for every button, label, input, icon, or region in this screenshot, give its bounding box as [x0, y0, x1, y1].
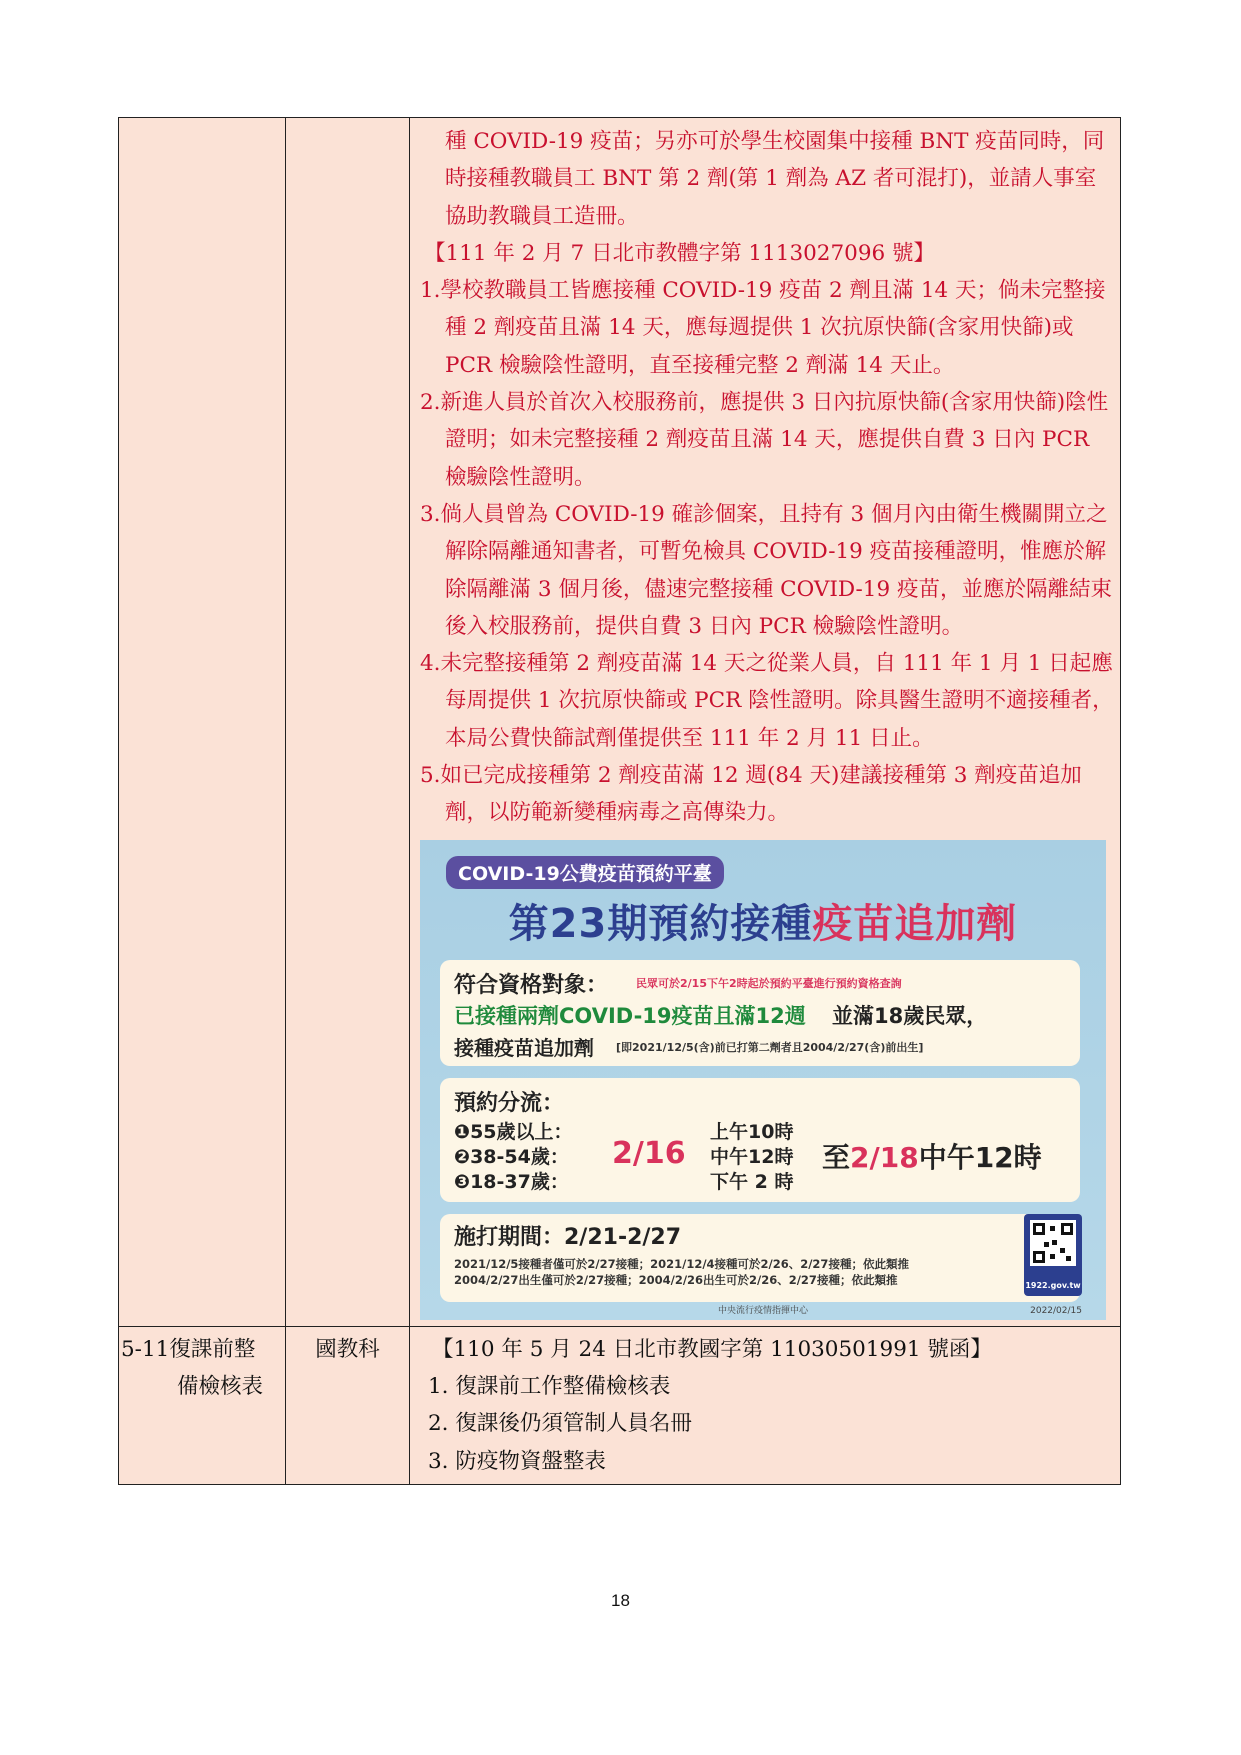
age-group: ❷38-54歲：: [454, 1145, 569, 1168]
item-cell-empty: [119, 118, 286, 1327]
poster-title-b: 疫苗追加劑: [812, 900, 1018, 947]
reference-text: 【111 年 2 月 7 日北市教體字第 1113027096 號】: [424, 240, 936, 266]
list-item: 1.學校教職員工皆應接種 COVID-19 疫苗 2 劑且滿 14 天；倘未完整接種 2 劑疫苗且滿 14 天，應每週提供 1 次抗原快篩(含家用快篩)或 PCR 檢驗陰性證明，直至接種完整 2 劑滿 14 天止。: [420, 278, 1106, 378]
start-time: 上午10時: [710, 1120, 794, 1143]
item-code: 5-11: [121, 1336, 170, 1362]
list-item: 2.新進人員於首次入校服務前，應提供 3 日內抗原快篩(含家用快篩)陰性證明；如未完整接種 2 劑疫苗且滿 14 天，應提供自費 3 日內 PCR 檢驗陰性證明。: [420, 390, 1109, 490]
reference-text: 【110 年 5 月 24 日北市教國字第 11030501991 號函】: [432, 1336, 992, 1362]
eligibility-line3-small: [即2021/12/5(含)前已打第二劑者且2004/2/27(含)前出生]: [616, 1040, 924, 1054]
list-item: 3. 防疫物資盤整表: [428, 1448, 606, 1474]
end-datetime: [822, 1136, 1042, 1176]
table-row: [119, 118, 1121, 1327]
start-date: 2/16: [612, 1135, 686, 1171]
booking-head: 預約分流：: [454, 1090, 565, 1116]
period-note: 2004/2/27出生僅可於2/27接種；2004/2/26出生可於2/26、2/27接種；依此類推: [454, 1272, 898, 1287]
qr-pattern: [1030, 1220, 1076, 1266]
item-cell: [119, 1326, 286, 1484]
start-time: 中午12時: [710, 1145, 794, 1168]
qr-url: 1922.gov.tw: [1025, 1280, 1081, 1290]
eligibility-box: [440, 960, 1080, 1066]
start-time: 下午 2 時: [710, 1170, 794, 1193]
age-group: ❶55歲以上：: [454, 1120, 573, 1143]
content-cell: [410, 1326, 1121, 1484]
poster-footer: 中央流行疫情指揮中心: [717, 1305, 808, 1316]
list-item: 3.倘人員曾為 COVID-19 確診個案，且持有 3 個月內由衛生機關開立之解除隔離通知書者，可暫免檢具 COVID-19 疫苗接種證明，惟應於解除隔離滿 3 個月後，儘速完整接種 COVID-19 疫苗，並應於隔離結束後入校服務前，提供自費 3 日內 PCR 檢驗陰性證明。: [420, 501, 1112, 639]
eligibility-note: 民眾可於2/15下午2時起於預約平臺進行預約資格查詢: [636, 976, 902, 990]
continuation-text: 種 COVID-19 疫苗；另亦可於學生校園集中接種 BNT 疫苗同時，同時接種教職員工 BNT 第 2 劑(第 1 劑為 AZ 者可混打)，並請人事室協助教職員工造冊。: [445, 129, 1105, 229]
vaccine-booster-poster: [420, 840, 1106, 1320]
age-groups: [454, 1120, 573, 1195]
poster-title-a: 第23期預約接種: [508, 900, 813, 947]
poster-title: [420, 892, 1106, 949]
content-cell: [410, 118, 1121, 1327]
period-note: 2021/12/5接種者僅可於2/27接種；2021/12/4接種可於2/26、2/27接種；依此類推: [454, 1256, 909, 1271]
period-head: 施打期間：2/21-2/27: [454, 1224, 682, 1250]
end-time: 中午12時: [918, 1140, 1042, 1174]
end-date: 2/18: [850, 1140, 919, 1174]
checklist-table: [118, 117, 1121, 1485]
dept-cell: 國教科: [286, 1326, 410, 1484]
eligibility-head: 符合資格對象：: [454, 972, 609, 998]
end-prefix: 至: [822, 1140, 851, 1174]
poster-tag: COVID-19公費疫苗預約平臺: [446, 856, 724, 889]
list-item: 5.如已完成接種第 2 劑疫苗滿 12 週(84 天)建議接種第 3 劑疫苗追加劑，以防範新變種病毒之高傳染力。: [420, 763, 1082, 826]
booking-box: [440, 1078, 1080, 1202]
list-item: 1. 復課前工作整備檢核表: [428, 1373, 671, 1399]
start-times: [710, 1120, 793, 1195]
period-box: [440, 1214, 1080, 1302]
list-item: 2. 復課後仍須管制人員名冊: [428, 1411, 692, 1437]
poster-date: 2022/02/15: [1030, 1305, 1082, 1316]
qr-code-icon: [1024, 1214, 1082, 1296]
item-title-line1: [119, 1331, 285, 1368]
list-item: 4.未完整接種第 2 劑疫苗滿 14 天之從業人員，自 111 年 1 月 1 日起應每周提供 1 次抗原快篩或 PCR 陰性證明。除具醫生證明不適接種者，本局公費快篩試劑僅提供至 111 年 2 月 11 日止。: [420, 651, 1114, 751]
age-group: ❸18-37歲：: [454, 1170, 569, 1193]
eligibility-black: 並滿18歲民眾，: [832, 1003, 988, 1028]
eligibility-line3: 接種疫苗追加劑: [454, 1035, 594, 1060]
dept-cell-empty: [286, 118, 410, 1327]
table-row: [119, 1326, 1121, 1484]
item-name: 復課前整: [169, 1336, 256, 1362]
item-title-line2: 備檢核表: [177, 1373, 264, 1399]
eligibility-green: 已接種兩劑COVID-19疫苗且滿12週: [454, 1003, 806, 1028]
page-number: 18: [611, 1591, 630, 1610]
